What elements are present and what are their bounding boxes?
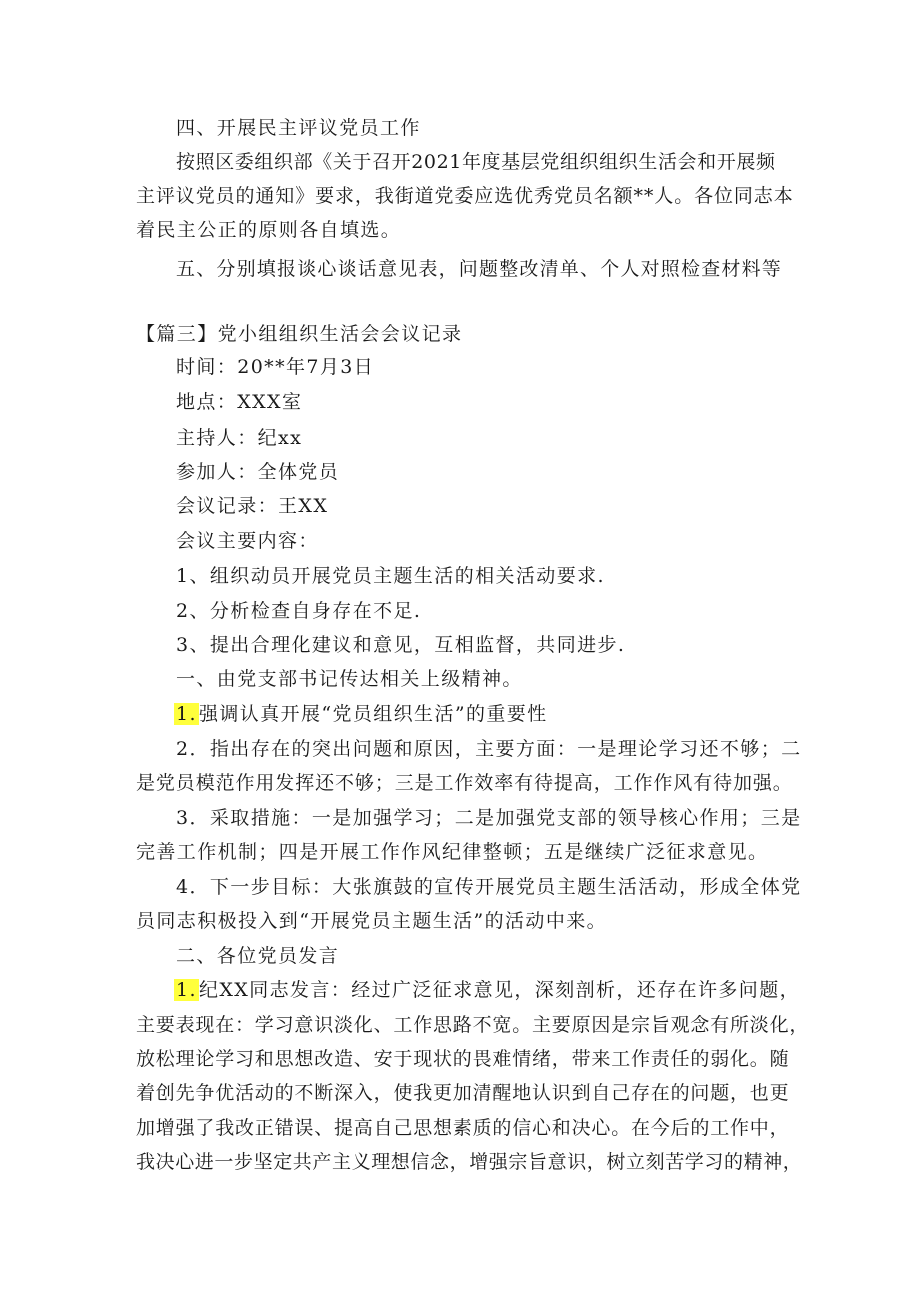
meeting-recorder: 会议记录：王XX — [176, 495, 329, 517]
agenda-item-3: 3、提出合理化建议和意见，互相监督，共同进步. — [176, 634, 626, 656]
meeting-attendees: 参加人：全体党员 — [176, 461, 340, 483]
point-4-line-2: 员同志积极投入到“开展党员主题生活”的活动中来。 — [136, 910, 608, 932]
part-3-title: 【篇三】党小组组织生活会会议记录 — [136, 323, 463, 345]
speech-text-line-1: 纪XX同志发言：经过广泛征求意见，深刻剖析，还存在许多问题， — [198, 979, 800, 1001]
point-1-text: 强调认真开展“党员组织生活”的重要性 — [198, 703, 548, 725]
meeting-content-label: 会议主要内容： — [176, 530, 319, 552]
meeting-time: 时间：20**年7月3日 — [176, 356, 375, 378]
section-4-paragraph-line-1: 按照区委组织部《关于召开2021年度基层党组织组织生活会和开展频 — [176, 151, 776, 173]
agenda-item-2: 2、分析检查自身存在不足. — [176, 600, 422, 622]
heading-two: 二、各位党员发言 — [176, 945, 340, 967]
meeting-place: 地点：XXX室 — [176, 391, 303, 413]
point-1 — [174, 702, 548, 726]
point-3-line-2: 完善工作机制；四是开展工作作风纪律整顿；五是继续广泛征求意见。 — [136, 841, 769, 863]
point-1-number: 1. — [176, 703, 197, 725]
meeting-host: 主持人：纪xx — [176, 427, 303, 449]
speech-line-4: 着创先争优活动的不断深入，使我更加清醒地认识到自己存在的问题，也更 — [136, 1082, 790, 1104]
point-2-line-2: 是党员模范作用发挥还不够；三是工作效率有待提高，工作作风有待加强。 — [136, 772, 793, 794]
section-4-paragraph-line-3: 着民主公正的原则各自填选。 — [136, 219, 402, 241]
heading-one: 一、由党支部书记传达相关上级精神。 — [176, 668, 523, 690]
speech-line-3: 放松理论学习和思想改造、安于现状的畏难情绪，带来工作责任的弱化。随 — [136, 1048, 790, 1070]
point-2-line-1: 2．指出存在的突出问题和原因，主要方面：一是理论学习还不够；二 — [176, 738, 802, 760]
speech-line-2: 主要表现在：学习意识淡化、工作思路不宽。主要原因是宗旨观念有所淡化， — [136, 1014, 810, 1036]
speech-line-1 — [174, 978, 800, 1002]
point-4-line-1: 4．下一步目标：大张旗鼓的宣传开展党员主题生活活动，形成全体党 — [176, 876, 802, 898]
section-4-paragraph-line-2: 主评议党员的通知》要求，我街道党委应选优秀党员名额**人。各位同志本 — [136, 185, 794, 207]
point-3-line-1: 3．采取措施：一是加强学习；二是加强党支部的领导核心作用；三是 — [176, 807, 802, 829]
section-5-heading: 五、分别填报谈心谈话意见表，问题整改清单、个人对照检查材料等 — [176, 258, 783, 280]
agenda-item-1: 1、组织动员开展党员主题生活的相关活动要求. — [176, 565, 605, 587]
speech-number: 1. — [176, 979, 197, 1001]
section-4-heading: 四、开展民主评议党员工作 — [176, 117, 421, 139]
speech-line-6: 我决心进一步坚定共产主义理想信念，增强宗旨意识，树立刻苦学习的精神， — [136, 1151, 803, 1173]
speech-line-5: 加增强了我改正错误、提高自己思想素质的信心和决心。在今后的工作中， — [136, 1117, 790, 1139]
